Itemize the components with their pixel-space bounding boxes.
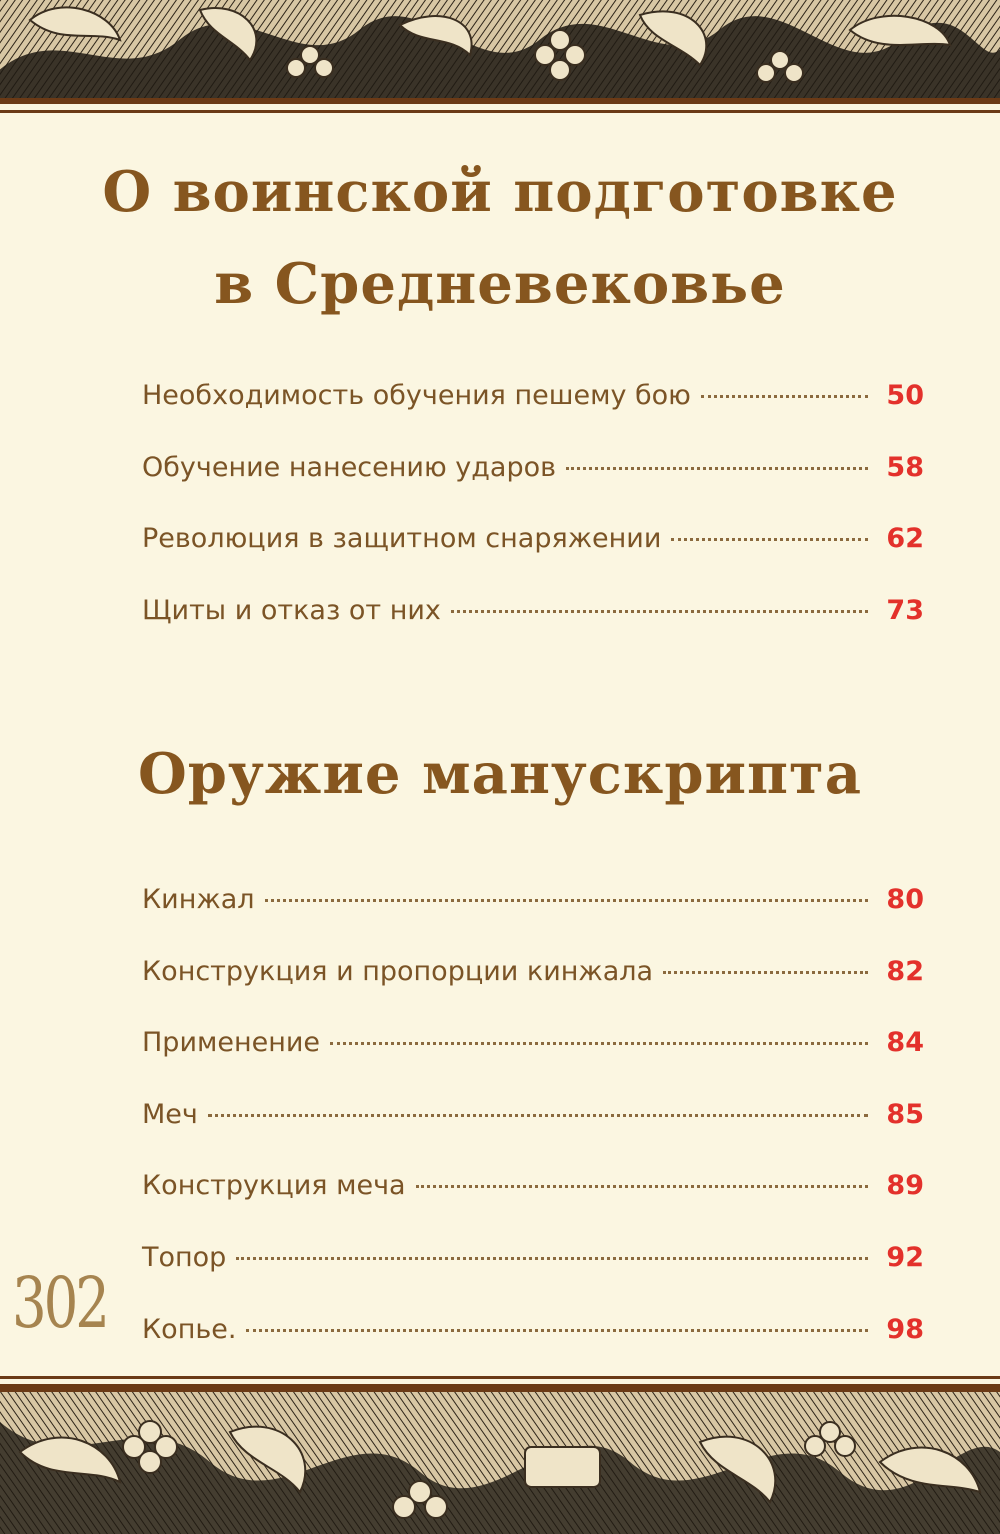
toc-entry[interactable] (142, 380, 924, 452)
toc-list-weapons (142, 884, 924, 1385)
toc-entry-label: Конструкция и пропорции кинжала (142, 955, 654, 987)
dot-leader (701, 395, 868, 398)
toc-entry[interactable] (142, 523, 924, 595)
floral-engraving-icon (0, 1392, 1000, 1534)
toc-entry-label: Конструкция меча (142, 1170, 406, 1202)
dot-leader (566, 467, 868, 470)
toc-entry-page: 73 (886, 594, 924, 626)
toc-entry-label: Применение (142, 1027, 321, 1059)
dot-leader (671, 538, 868, 541)
toc-entry[interactable] (142, 956, 924, 1028)
bottom-ornament-band (0, 1392, 1000, 1534)
toc-entry[interactable] (142, 1314, 924, 1386)
section-title-line: Оружие манускрипта (138, 741, 862, 807)
section-title-line: О воинской подготовке (102, 159, 898, 225)
toc-entry-page: 92 (886, 1241, 924, 1273)
toc-entry-page: 89 (886, 1170, 924, 1202)
toc-entry-label: Обучение нанесению ударов (142, 451, 557, 483)
top-rule-thin (0, 110, 1000, 113)
section-title-line: в Средневековье (214, 251, 786, 317)
toc-entry[interactable] (142, 1099, 924, 1171)
bottom-rule-thick (0, 1384, 1000, 1392)
toc-entry[interactable] (142, 884, 924, 956)
toc-entry-page: 58 (886, 451, 924, 483)
dot-leader (236, 1257, 868, 1260)
dot-leader (246, 1329, 868, 1332)
top-rule-thick (0, 98, 1000, 104)
toc-entry[interactable] (142, 595, 924, 667)
toc-entry-page: 62 (886, 523, 924, 555)
dot-leader (330, 1042, 868, 1045)
dot-leader (451, 610, 868, 613)
toc-entry-page: 98 (886, 1313, 924, 1345)
toc-entry-page: 82 (886, 955, 924, 987)
page-number: 302 (12, 1262, 107, 1344)
toc-entry-label: Щиты и отказ от них (142, 594, 441, 626)
toc-entry-label: Топор (142, 1241, 227, 1273)
toc-entry-label: Меч (142, 1098, 198, 1130)
toc-entry-page: 80 (886, 884, 924, 915)
toc-entry-page: 50 (886, 380, 924, 411)
dot-leader (208, 1114, 868, 1117)
toc-entry[interactable] (142, 1242, 924, 1314)
toc-entry-label: Кинжал (142, 884, 255, 915)
toc-list-training (142, 380, 924, 666)
toc-entry[interactable] (142, 452, 924, 524)
bottom-rule-thin (0, 1376, 1000, 1379)
section-title-weapons (0, 728, 1000, 820)
toc-entry-label: Копье. (142, 1313, 237, 1345)
toc-entry-label: Революция в защитном снаряжении (142, 523, 662, 555)
dot-leader (416, 1185, 868, 1188)
dot-leader (265, 899, 869, 902)
section-title-training (0, 146, 1000, 330)
toc-entry[interactable] (142, 1027, 924, 1099)
toc-entry[interactable] (142, 1170, 924, 1242)
top-ornament-band (0, 0, 1000, 98)
dot-leader (663, 971, 868, 974)
toc-entry-page: 85 (886, 1098, 924, 1130)
floral-engraving-icon (0, 0, 1000, 98)
toc-entry-label: Необходимость обучения пешему бою (142, 380, 691, 411)
toc-entry-page: 84 (886, 1027, 924, 1059)
